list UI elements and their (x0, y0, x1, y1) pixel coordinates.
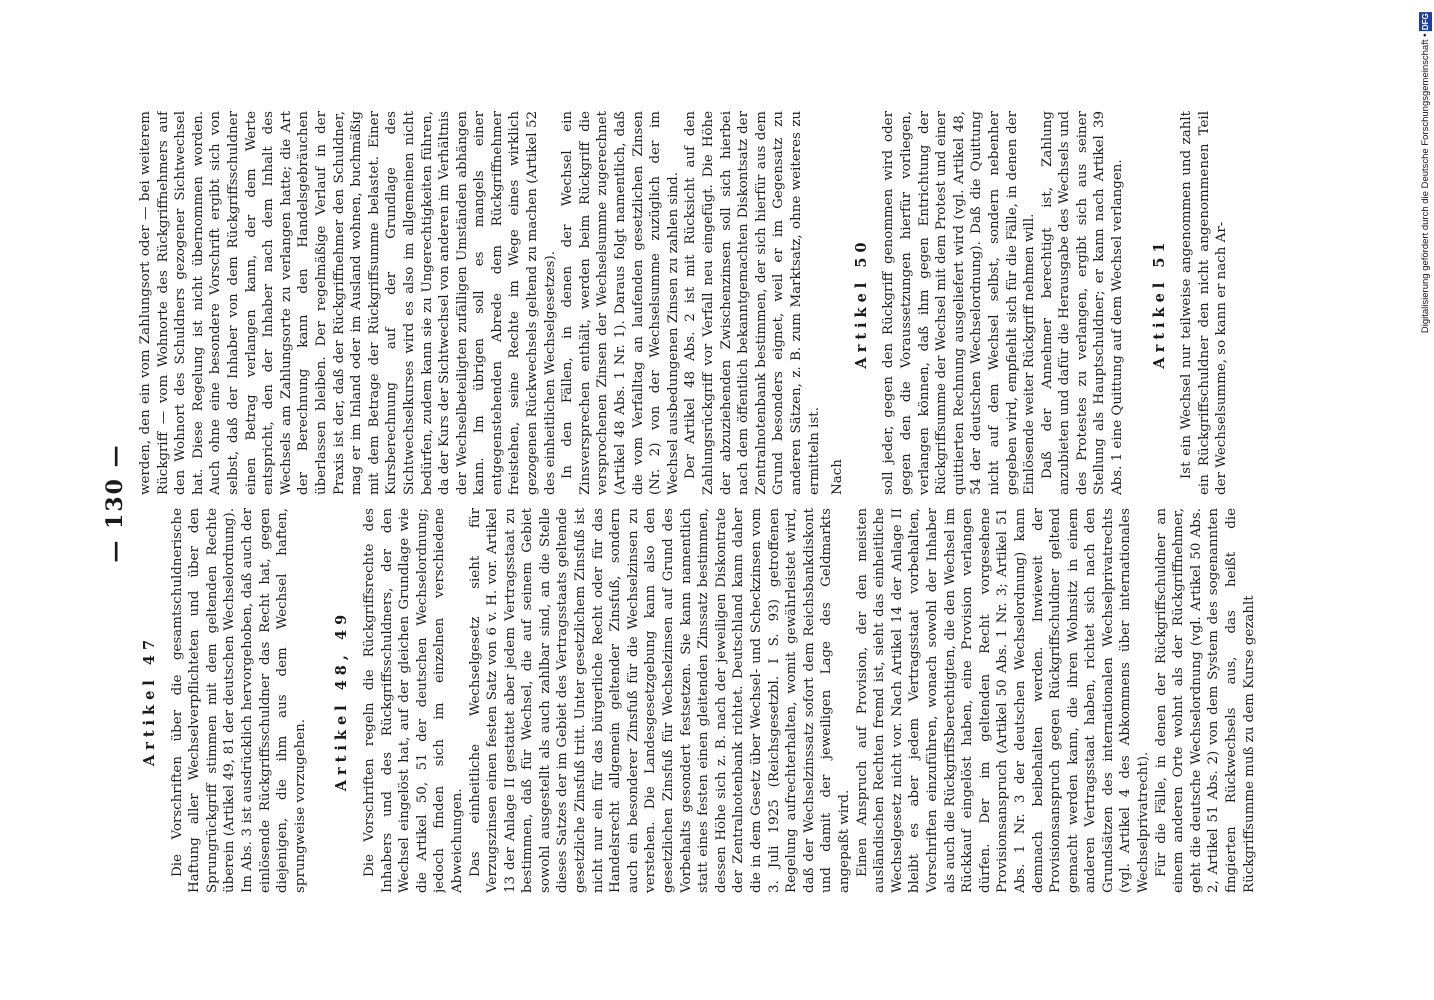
left-column (137, 508, 1287, 893)
digitization-note (1416, 8, 1434, 992)
article-48-49-heading: Artikel 48, 49 (333, 609, 351, 792)
article-50-heading: Artikel 50 (852, 237, 870, 369)
page-number: — 130 — (102, 443, 128, 563)
article-50-paragraph-1: soll jeder, gegen den Rückgriff genommen wird oder gegen den die Voraussetzungen hierfür vorliegen, verlangen können, daß ihm gegen Entrichtung der Rückgriffsumme der Wechsel mit dem Protest und einer quittierten Rechnung ausgeliefert wird (vgl. Artikel 48, 54 der deutschen Wechselordnung). Daß die Quittung nicht auf dem Wechsel selbst, sondern nebenher gegeben wird, empfiehlt sich für die Fälle, in denen der Einlösende weiter Rückgriff nehmen will. (881, 111, 1038, 495)
article-47-paragraph: Die Vorschriften über die gesamtschuldnerische Haftung aller Wechselverpflichteten und über den Sprungrückgriff stimmen mit dem geltenden Rechte überein (Artikel 49, 81 der deutschen Wechselordnung). Im Abs. 3 ist ausdrücklich hervorgehoben, daß auch der einlösende Rückgriffsschuldner das Recht hat, gegen diejenigen, die ihm aus dem Wechsel haften, sprungweise vorzugehen. (169, 508, 308, 893)
article-48-49-paragraph-2: Das einheitliche Wechselgesetz sieht für Verzugszinsen einen festen Satz von 6 v. H. vor. Artikel 13 der Anlage II gestattet aber jedem Vertragsstaat zu bestimmen, daß für Wechsel, die auf seinem Gebiet sowohl ausgestellt als auch zahlbar sind, an die Stelle dieses Satzes der im Gebiet des Vertragsstaats geltende gesetzliche Zinsfuß tritt. Unter gesetzlichem Zinsfuß ist nicht nur ein für das bürgerliche Recht oder für das Handelsrecht allgemein geltender Zinsfuß, sondern auch ein besonderer Zinsfuß für die Wechselzinsen zu verstehen. Die Landesgesetzgebung kann also den gesetzlichen Zinsfuß für Wechselzinsen auf Grund des Vorbehalts gesondert festsetzen. Sie kann namentlich statt eines festen einen gleitenden Zinssatz bestimmen, dessen Höhe sich z. B. nach der jeweiligen Diskontrate der Zentralnotenbank richtet. Deutschland kann daher die in dem Gesetz über Wechsel- und Scheckzinsen vom 3. Juli 1925 (Reichsgesetzbl. I S. 93) getroffenen Regelung aufrechterhalten, womit gewährleistet wird, daß der Wechselzinssatz sofort dem Reichsbankdiskont und damit der jeweiligen Lage des Geldmarkts angepaßt wird. (467, 508, 852, 893)
continuation-paragraph-1: werden, den ein vom Zahlungsort oder — bei weiterem Rückgriff — vom Wohnorte des Rückgriffnehmers auf den Wohnort des Schuldners gezogener Sichtwechsel hat. Diese Regelung ist nicht übernommen worden. Auch ohne eine besondere Vorschrift ergibt sich von selbst, daß der Inhaber von dem Rückgriffsschuldner einen Betrag verlangen kann, der dem Werte entspricht, den der Inhaber nach dem Inhalt des Wechsels am Zahlungsorte zu verlangen hatte; die Art der Berechnung kann den Handelsgebräuchen überlassen bleiben. Der regelmäßige Verlauf in der Praxis ist der, daß der Rückgriffnehmer den Schuldner, mag er im Inland oder im Ausland wohnen, buchmäßig mit dem Betrage der Rückgriffsumme belastet. Einer Kursberechnung auf der Grundlage des Sichtwechselkurses wird es also im allgemeinen nicht bedürfen, zudem kann sie zu Ungerechtigkeiten führen, da der Kurs der Sichtwechsel von anderen im Verhältnis der Wechselbeteiligten zufälligen Umständen abhängen kann. Im übrigen soll es mangels einer entgegenstehenden Abrede dem Rückgriffnehmer freistehen, seine Rechte im Wege eines wirklich gezogenen Rückwechsels geltend zu machen (Artikel 52 des einheitlichen Wechselgesetzes). (138, 111, 558, 495)
article-47-heading: Artikel 47 (141, 634, 158, 767)
nach-label: Nach (830, 459, 846, 495)
right-column (137, 111, 1287, 495)
article-51-paragraph: Ist ein Wechsel nur teilweise angenommen und zahlt ein Rückgriffschuldner den nicht angenommenen Teil der Wechselsumme, so kann er nach Ar- (1179, 111, 1230, 495)
article-48-49-paragraph-1: Die Vorschriften regeln die Rückgriffsrechte des Inhabers und des Rückgriffsschuldners, der den Wechsel eingelöst hat, auf der gleichen Grundlage wie die Artikel 50, 51 der deutschen Wechselordnung; jedoch finden sich im einzelnen verschiedene Abweichungen. (361, 508, 465, 893)
article-48-49-paragraph-4: Für die Fälle, in denen der Rückgriffschuldner an einem anderen Orte wohnt als der Rückgriffnehmer, geht die deutsche Wechselordnung (vgl. Artikel 50 Abs. 2, Artikel 51 Abs. 2) von dem System des sogenannten fingierten Rückwechsels aus, das heißt die Rückgriffsumme muß zu dem Kurse gezahlt (1153, 508, 1257, 893)
continuation-paragraph-2: In den Fällen, in denen der Wechsel ein Zinsversprechen enthält, werden beim Rückgriff die versprochenen Zinsen der Wechselsumme zugerechnet (Artikel 48 Abs. 1 Nr. 1). Daraus folgt namentlich, daß die vom Verfalltag an laufenden gesetzlichen Zinsen (Nr. 2) von der Wechselsumme zuzüglich der im Wechsel ausbedungenen Zinsen zu zahlen sind. (560, 111, 681, 495)
dfg-logo: DFG (1420, 13, 1430, 30)
digitization-note-text: Digitalisierung gefördert durch die Deutsche Forschungsgemeinschaft • (1419, 33, 1431, 334)
continuation-paragraph-3: Der Artikel 48 Abs. 2 ist mit Rücksicht auf den Zahlungsrückgriff vor Verfall neu eingefügt. Die Höhe der abzuziehenden Zwischenzinsen soll sich hierbei nach dem öffentlich bekanntgemachten Diskontsatz der Zentralnotenbank bestimmen, der sich hierfür aus dem Grund besonders eignet, weil er im Gegensatz zu anderen Sätzen, z. B. zum Marktsatz, ohne weiteres zu ermitteln ist. (683, 111, 822, 495)
article-51-heading: Artikel 51 (1150, 237, 1168, 369)
rotated-page (95, 113, 1295, 893)
article-48-49-paragraph-3: Einen Anspruch auf Provision, der den meisten ausländischen Rechten fremd ist, sieht das einheitliche Wechselgesetz nicht vor. Nach Artikel 14 der Anlage II bleibt es aber jedem Vertragsstaat vorbehalten, Vorschriften einzuführen, wonach sowohl der Inhaber als auch die Rückgriffsberechtigten, die den Wechsel im Rückkauf eingelöst haben, eine Provision verlangen dürfen. Der im geltenden Recht vorgesehene Provisionsanspruch (Artikel 50 Abs. 1 Nr. 3; Artikel 51 Abs. 1 Nr. 3 der deutschen Wechselordnung) kann demnach beibehalten werden. Inwieweit der Provisionsanspruch gegen Rückgriffschuldner geltend gemacht werden kann, die ihren Wohnsitz in einem anderen Vertragsstaat haben, richtet sich nach den Grundsätzen des internationalen Wechselprivatrechts (vgl. Artikel 4 des Abkommens über internationales Wechselprivatrecht). (854, 508, 1152, 893)
article-50-paragraph-2: Daß der Annehmer berechtigt ist, Zahlung anzubieten und dafür die Herausgabe des Wechsels und des Protestes zu verlangen, ergibt sich aus seiner Stellung als Hauptschuldner; er kann nach Artikel 39 Abs. 1 eine Quittung auf dem Wechsel verlangen. (1039, 111, 1126, 495)
